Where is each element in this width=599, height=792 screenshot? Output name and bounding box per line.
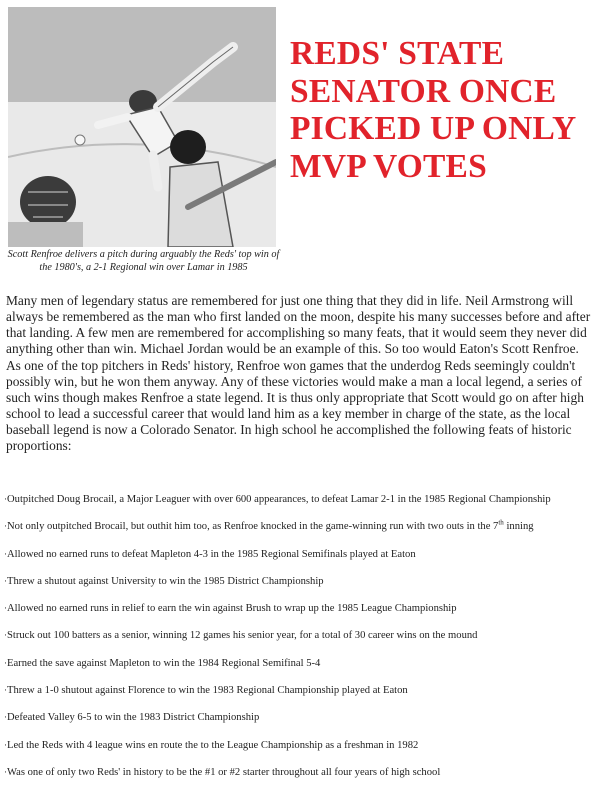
feat-text: Threw a 1-0 shutout against Florence to win the 1983 Regional Championship played at Eaton [7,685,408,697]
feats-list [4,492,596,792]
feat-text: Allowed no earned runs to defeat Mapleton 4-3 in the 1985 Regional Semifinals played at Eaton [7,548,416,560]
pitcher-photo-illustration [8,7,276,247]
article-headline: REDS' STATE SENATOR ONCE PICKED UP ONLY MVP VOTES [290,35,576,185]
baseball-photo [8,7,276,247]
list-item [4,601,596,628]
bullet-icon: · [4,630,7,641]
list-item [4,656,596,683]
bullet-icon: · [4,603,7,614]
intro-paragraph: Many men of legendary status are remembered for just one thing that they did in life. Neil Armstrong will always be remembered as the man who first landed on the moon, despite his many successes before and after that landing. A few men are remembered for accomplishing so many feats, that it would seem they never did anything other than win. Michael Jordan would be an example of this. So too would Eaton's Scott Renfroe. [6,293,591,356]
feat-text: Outpitched Doug Brocail, a Major Leaguer with over 600 appearances, to defeat Lamar 2-1 in the 1985 Regional Championship [7,494,551,505]
list-item [4,710,596,737]
feat-text: Not only outpitched Brocail, but outhit him too, as Renfroe knocked in the game-winning run with two outs in the 7 [7,521,499,533]
bullet-icon: · [4,494,7,504]
list-item [4,738,596,765]
list-item [4,628,596,655]
feat-text: Led the Reds with 4 league wins en route the to the League Championship as a freshman in 1982 [7,739,419,751]
feat-superscript: th [498,519,504,527]
bullet-icon: · [4,657,7,668]
bullet-icon: · [4,739,7,750]
feat-text: Allowed no earned runs in relief to earn the win against Brush to wrap up the 1985 League Championship [7,603,457,615]
bullet-icon: · [4,575,7,586]
bullet-icon: · [4,548,7,559]
feat-text: Struck out 100 batters as a senior, winning 12 games his senior year, for a total of 30 career wins on the mound [7,630,478,642]
list-item [4,492,596,519]
list-item [4,765,596,792]
list-item [4,574,596,601]
photo-caption: Scott Renfroe delivers a pitch during arguably the Reds' top win of the 1980's, a 2-1 Regional win over Lamar in 1985 [7,249,280,273]
bullet-icon: · [4,766,7,777]
feat-text: Defeated Valley 6-5 to win the 1983 District Championship [7,712,260,724]
list-item [4,519,596,546]
bullet-icon: · [4,521,7,532]
list-item [4,547,596,574]
feat-text-tail: inning [503,521,534,533]
career-paragraph: As one of the top pitchers in Reds' history, Renfroe won games that the underdog Reds seemingly couldn't possibly win, but he won them anyway. Any of these victories would make a man a local legend, a series of such wins though makes Renfroe a state legend. It is thus only appropriate that Scott would go on after high school to lead a successful career that would land him as a key member in charge of the state, as the local baseball legend is now a Colorado Senator. In high school he accomplished the following feats of historic proportions: [6,358,584,453]
bullet-icon: · [4,685,7,696]
feat-text: Was one of only two Reds' in history to be the #1 or #2 starter throughout all four years of high school [7,766,441,778]
feat-text: Earned the save against Mapleton to win the 1984 Regional Semifinal 5-4 [7,657,321,669]
feat-text: Threw a shutout against University to win the 1985 District Championship [7,575,324,587]
list-item [4,683,596,710]
bullet-icon: · [4,712,7,723]
